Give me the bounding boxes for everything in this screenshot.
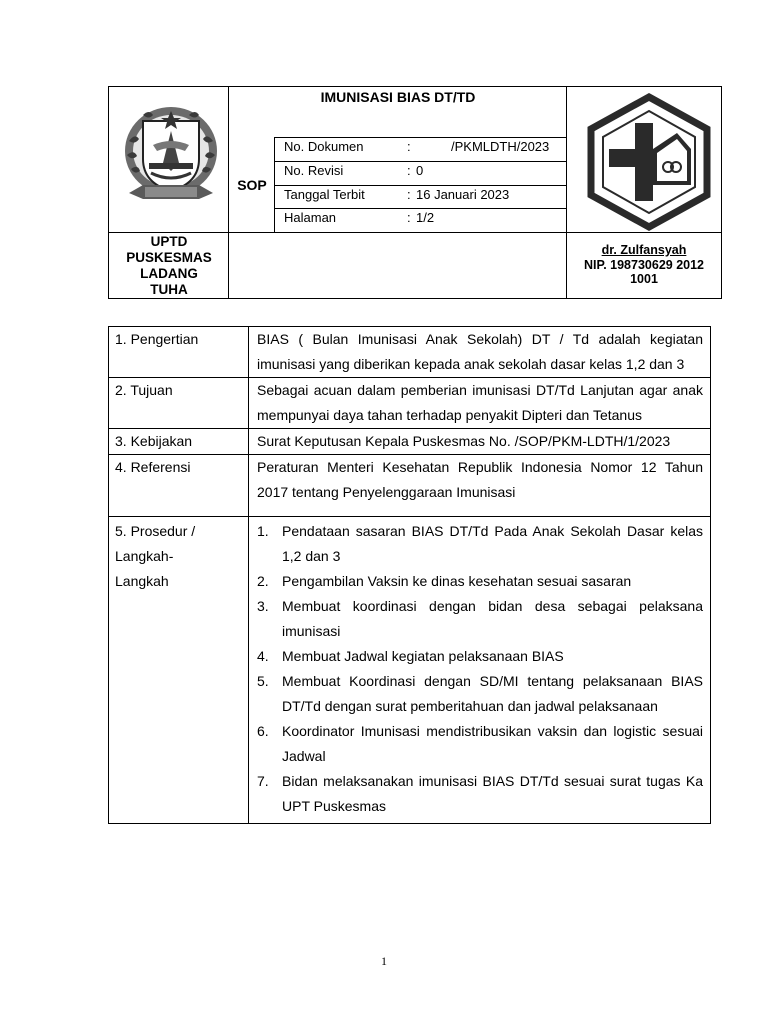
step-text: Koordinator Imunisasi mendistribusikan vaksin dan logistic sesuai Jadwal	[282, 723, 703, 764]
section-text: Sebagai acuan dalam pemberian imunisasi DT/Td Lanjutan agar anak mempunyai daya tahan terhadap penyakit Dipteri dan Tetanus	[249, 378, 711, 429]
step-number: 6.	[257, 723, 269, 739]
label-line: Langkah-	[115, 548, 174, 564]
org-line: TUHA	[150, 282, 188, 297]
section-label	[109, 517, 249, 824]
step-number: 2.	[257, 573, 269, 589]
section-label: 4. Referensi	[109, 455, 249, 517]
label-line: Langkah	[115, 573, 169, 589]
section-text: Peraturan Menteri Kesehatan Republik Indonesia Nomor 12 Tahun 2017 tentang Penyelenggaraan Imunisasi	[249, 455, 711, 517]
section-text	[249, 517, 711, 824]
org-line: UPTD	[150, 234, 188, 249]
step-text: Pendataan sasaran BIAS DT/Td Pada Anak Sekolah Dasar kelas 1,2 dan 3	[282, 523, 703, 564]
meta-separator: :	[407, 163, 411, 178]
sop-label: SOP	[237, 176, 267, 193]
meta-value: 1/2	[416, 210, 435, 225]
section-text: Surat Keputusan Kepala Puskesmas No. /SOP/PKM-LDTH/1/2023	[249, 429, 711, 455]
meta-separator: :	[407, 210, 411, 225]
signatory-name: dr. Zulfansyah	[601, 243, 687, 257]
meta-row-page	[275, 208, 567, 232]
signatory-nip: 1001	[630, 272, 658, 286]
organization-name	[109, 232, 229, 299]
list-item	[257, 769, 703, 819]
sop-header-table	[108, 86, 722, 299]
step-text: Bidan melaksanakan imunisasi BIAS DT/Td sesuai surat tugas Ka UPT Puskesmas	[282, 773, 703, 814]
table-row	[109, 429, 711, 455]
step-number: 3.	[257, 598, 269, 614]
meta-row-issue-date	[275, 185, 567, 209]
section-label: 3. Kebijakan	[109, 429, 249, 455]
meta-value: 16 Januari 2023	[416, 187, 510, 202]
list-item	[257, 669, 703, 719]
table-row	[109, 455, 711, 517]
meta-value: /PKMLDTH/2023	[451, 139, 550, 154]
regional-emblem-icon	[115, 93, 227, 233]
step-text: Membuat koordinasi dengan bidan desa sebagai pelaksana imunisasi	[282, 598, 703, 639]
puskesmas-logo-icon	[579, 93, 719, 231]
table-row	[109, 517, 711, 824]
list-item	[257, 594, 703, 644]
section-label: 1. Pengertian	[109, 327, 249, 378]
step-number: 1.	[257, 523, 269, 539]
meta-separator: :	[407, 187, 411, 202]
step-number: 4.	[257, 648, 269, 664]
signatory	[567, 232, 721, 299]
meta-row-document-number	[275, 137, 567, 161]
document-title: IMUNISASI BIAS DT/TD	[320, 89, 476, 105]
meta-label: Halaman	[284, 210, 337, 225]
meta-row-revision	[275, 161, 567, 185]
list-item	[257, 569, 703, 594]
step-text: Pengambilan Vaksin ke dinas kesehatan sesuai sasaran	[282, 573, 632, 589]
org-line: LADANG	[140, 266, 198, 281]
label-line: 5. Prosedur /	[115, 523, 196, 539]
table-row	[109, 378, 711, 429]
org-line: PUSKESMAS	[126, 250, 212, 265]
list-item	[257, 719, 703, 769]
section-text: BIAS ( Bulan Imunisasi Anak Sekolah) DT / Td adalah kegiatan imunisasi yang diberikan kepada anak sekolah dasar kelas 1,2 dan 3	[249, 327, 711, 378]
meta-separator: :	[407, 139, 411, 154]
page-number: 1	[381, 954, 387, 968]
meta-label: No. Revisi	[284, 163, 344, 178]
list-item	[257, 644, 703, 669]
step-number: 7.	[257, 773, 269, 789]
signatory-nip: NIP. 198730629 2012	[583, 257, 705, 272]
meta-value: 0	[416, 163, 424, 178]
meta-label: No. Dokumen	[284, 139, 364, 154]
step-text: Membuat Jadwal kegiatan pelaksanaan BIAS	[282, 648, 564, 664]
list-item	[257, 519, 703, 569]
table-row	[109, 327, 711, 378]
meta-label: Tanggal Terbit	[284, 187, 365, 202]
sop-content-table	[108, 326, 711, 824]
procedure-steps	[257, 519, 703, 819]
step-text: Membuat Koordinasi dengan SD/MI tentang pelaksanaan BIAS DT/Td dengan surat pemberitahuan dan jadwal pelaksanaan	[282, 673, 703, 714]
step-number: 5.	[257, 673, 269, 689]
section-label: 2. Tujuan	[109, 378, 249, 429]
